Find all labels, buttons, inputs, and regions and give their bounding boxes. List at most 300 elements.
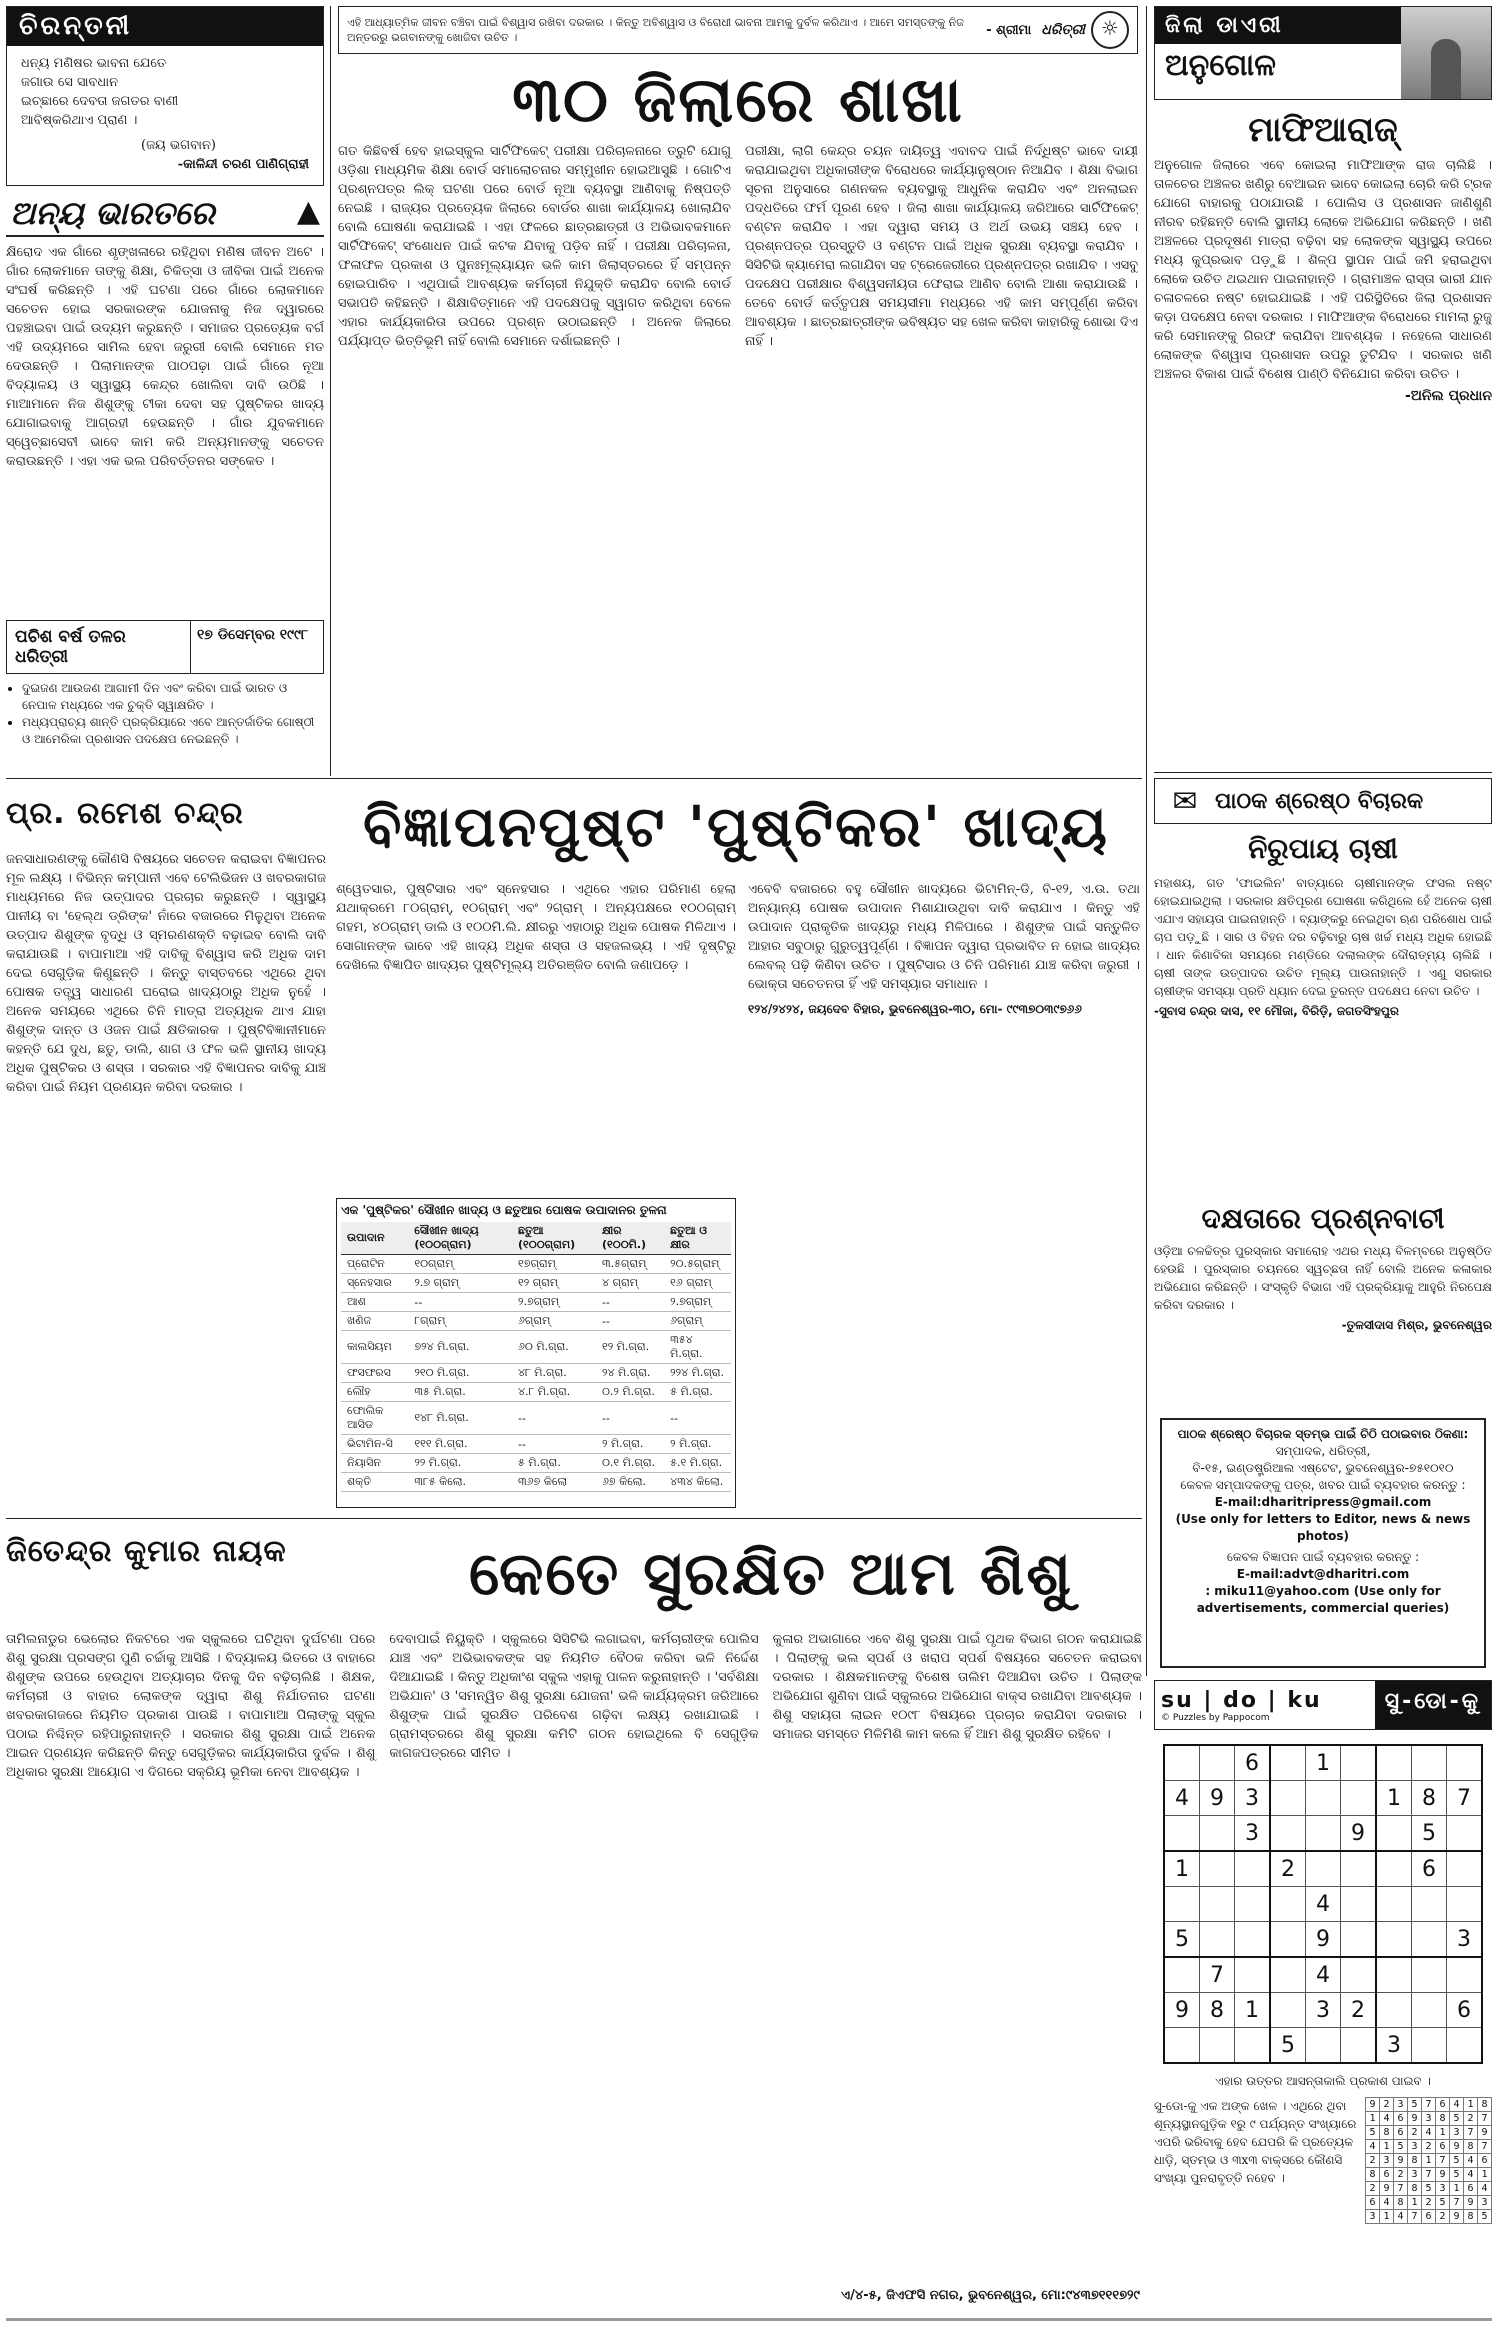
address-box — [1160, 1418, 1486, 1668]
sudoku-cell[interactable] — [1412, 1887, 1447, 1922]
district-name: ଅନୁଗୋଳ — [1165, 48, 1276, 83]
sudoku-solution-cell: 9 — [1450, 2140, 1464, 2154]
sudoku-solution-cell: 1 — [1366, 2112, 1380, 2126]
sudoku-solution-cell: 4 — [1366, 2140, 1380, 2154]
nutrition-table-cell: ୬୦ ମି.ଗ୍ରା. — [512, 1331, 596, 1364]
sudoku-solution-cell: 8 — [1436, 2112, 1450, 2126]
district-diary-label: ଜିଲା ଡାଏରୀ — [1155, 7, 1401, 44]
sudoku-cell[interactable]: 3 — [1306, 1993, 1341, 2028]
sudoku-cell[interactable] — [1270, 1993, 1306, 2028]
nutrition-table-cell: ୬ଗ୍ରାମ୍ — [664, 1312, 731, 1331]
sudoku-solution-cell: 8 — [1408, 2182, 1422, 2196]
sudoku-cell[interactable] — [1270, 1745, 1306, 1781]
address-line: ବି-୧୫, ଇଣ୍ଡଷ୍ଟ୍ରିଆଲ ଏଷ୍ଟେଟ, ଭୁବନେଶ୍ୱର-୭୫୧୦୧୦ — [1192, 1461, 1454, 1475]
sudoku-cell[interactable] — [1447, 1887, 1483, 1922]
sudoku-cell[interactable] — [1164, 1816, 1200, 1852]
sudoku-solution-cell: 9 — [1478, 2126, 1492, 2140]
sudoku-solution-cell: 6 — [1436, 2098, 1450, 2112]
nutrition-table-title: ଏକ 'ପୁଷ୍ଟିକର' ସୌଖୀନ ଖାଦ୍ୟ ଓ ଛତୁଆର ପୋଷକ ଉପାଦାନର ତୁଳନା — [341, 1203, 667, 1217]
sudoku-cell[interactable] — [1447, 1816, 1483, 1852]
editor-email-link[interactable]: E-mail:dharitripress@gmail.com — [1214, 1495, 1432, 1509]
sudoku-solution-cell: 3 — [1366, 2210, 1380, 2224]
sudoku-solution-cell: 9 — [1380, 2182, 1394, 2196]
pachisha-barsha — [6, 620, 324, 770]
sudoku-solution-cell: 2 — [1436, 2210, 1450, 2224]
sudoku-cell[interactable] — [1376, 1887, 1412, 1922]
sudoku-cell[interactable]: 2 — [1270, 1851, 1306, 1887]
sudoku-answer-note: ଏହାର ଉତ୍ତର ଆସନ୍ତାକାଲି ପ୍ରକାଶ ପାଇବ । — [1215, 2074, 1431, 2088]
sudoku-solution-cell: 1 — [1464, 2098, 1478, 2112]
sudoku-solution-cell: 8 — [1464, 2210, 1478, 2224]
sudoku-solution-cell: 5 — [1366, 2126, 1380, 2140]
nutrition-table-cell: ୨.୭ ଗ୍ରାମ୍ — [408, 1274, 512, 1293]
address-org: ସମ୍ପାଦକ, ଧରିତ୍ରୀ, — [1275, 1444, 1371, 1458]
nutrition-text: ଶ୍ୱେତସାର, ପୁଷ୍ଟିସାର ଏବଂ ସ୍ନେହସାର । ଏଥିରେ ଏହାର ପରିମାଣ ହେଲା ଯଥାକ୍ରମେ ୮୦ଗ୍ରାମ୍, ୧୦ଗ୍ରାମ୍ ଏବଂ ୨ଗ୍ରାମ୍ । ଅନ୍ୟପକ୍ଷରେ ୧୦୦ଗ୍ରାମ୍ ଗହମ, ୪୦ଗ୍ରାମ୍ ଡାଲି ଓ ୧୦୦ମି.ଲି. କ୍ଷୀରରୁ ଏହାଠାରୁ ଅଧିକ ପୋଷକ ମିଳିଥାଏ । ସୋଗାନଙ୍କ ଭାବେ ଏହି ଖାଦ୍ୟ ଅଧିକ ଶସ୍ତା ଓ ସହଜଲଭ୍ୟ । ଏହି ଦୃଷ୍ଟିରୁ ଦେଖିଲେ ବିଜ୍ଞାପିତ ଖାଦ୍ୟର ପୁଷ୍ଟିମୂଲ୍ୟ ଅତିରଞ୍ଜିତ ବୋଲି ଜଣାପଡ଼େ । — [336, 882, 736, 973]
pachisha-barsha-title: ପଚିଶ ବର୍ଷ ତଳର ଧରିତ୍ରୀ — [15, 627, 126, 667]
chirantani-box — [6, 6, 324, 186]
sudoku-solution-cell: 6 — [1422, 2210, 1436, 2224]
editor-email-note: (Use only for letters to Editor, news & news photos) — [1175, 1512, 1471, 1543]
sudoku-solution-cell: 2 — [1366, 2154, 1380, 2168]
sudoku-solution-cell: 7 — [1464, 2126, 1478, 2140]
sudoku-solution-cell: 1 — [1450, 2182, 1464, 2196]
sudoku-solution-cell: 9 — [1464, 2196, 1478, 2210]
sudoku-cell[interactable] — [1270, 1922, 1306, 1958]
sudoku-solution-cell: 5 — [1394, 2140, 1408, 2154]
address-email-line: କେବଳ ସମ୍ପାଦକଙ୍କୁ ପତ୍ର, ଖବର ପାଇଁ ବ୍ୟବହାର କରନ୍ତୁ : — [1180, 1478, 1466, 1492]
child-safety-body — [6, 1630, 1142, 2280]
anya-bharat-title — [6, 192, 324, 237]
readers-section-title: ପାଠକ ଶ୍ରେଷ୍ଠ ବିଚାରକ — [1215, 788, 1424, 814]
sudoku-cell[interactable] — [1341, 1887, 1377, 1922]
sudoku-solution-cell: 1 — [1478, 2168, 1492, 2182]
sudoku-cell[interactable]: 5 — [1164, 1922, 1200, 1958]
nutrition-table-row — [341, 1274, 731, 1293]
sudoku-solution-cell: 2 — [1422, 2196, 1436, 2210]
nutrition-table-cell: ୩୫୪ ମି.ଗ୍ରା. — [664, 1331, 731, 1364]
quote-brand: ଧରିତ୍ରୀ — [1041, 22, 1085, 38]
sudoku-solution-cell: 9 — [1366, 2098, 1380, 2112]
sudoku-solution-cell: 1 — [1408, 2196, 1422, 2210]
sudoku-cell[interactable]: 1 — [1164, 1851, 1200, 1887]
sudoku-cell[interactable]: 3 — [1235, 1816, 1271, 1852]
sudoku-cell[interactable] — [1341, 1781, 1377, 1816]
nutrition-table-cell: -- — [596, 1402, 664, 1435]
efficiency-letter — [1154, 1198, 1492, 1413]
nutrition-table-cell: ୨୦.୫ଗ୍ରାମ୍ — [664, 1255, 731, 1274]
nutrition-table-cell: ୧୪୮ ମି.ଗ୍ରା. — [408, 1402, 512, 1435]
sudoku-solution-cell: 4 — [1394, 2210, 1408, 2224]
nutrition-col2 — [336, 880, 736, 1200]
lead-headline: ୩୦ ଜିଲାରେ ଶାଖା — [512, 63, 964, 136]
sudoku-cell[interactable] — [1412, 1745, 1447, 1781]
sudoku-solution-cell: 2 — [1380, 2098, 1394, 2112]
sudoku-cell[interactable] — [1164, 2028, 1200, 2064]
sudoku-cell[interactable] — [1447, 1957, 1483, 1993]
india-map-icon: ▲ — [296, 194, 320, 229]
readers-text: ମହାଶୟ, ଗତ 'ଫାଇଲିନ' ବାତ୍ୟାରେ ଚାଷୀମାନଙ୍କ ଫସଲ ନଷ୍ଟ ହୋଇଯାଇଥିଲା । ସରକାର କ୍ଷତିପୂରଣ ଘୋଷଣା କରିଥିଲେ ହେଁ ଅନେକ ଚାଷୀ ଏଯାଏ ସହାୟତା ପାଇନାହାନ୍ତି । ବ୍ୟାଙ୍କରୁ ନେଇଥିବା ଋଣ ପରିଶୋଧ ପାଇଁ ଚାପ ପଡ଼ୁଛି । ସାର ଓ ବିହନ ଦର ବଢ଼ିବାରୁ ଚାଷ ଖର୍ଚ୍ଚ ମଧ୍ୟ ଅଧିକ ହୋଇଛି । ଧାନ କିଣାବିକା ସମୟରେ ମଣ୍ଡିରେ ଦଲାଲଙ୍କ ଦୌରାତ୍ମ୍ୟ ଚାଲିଛି । ଚାଷୀ ତାଙ୍କ ଉତ୍ପାଦର ଉଚିତ ମୂଲ୍ୟ ପାଉନାହାନ୍ତି । ଏଣୁ ସରକାର ଚାଷୀଙ୍କ ସମସ୍ୟା ପ୍ରତି ଧ୍ୟାନ ଦେଇ ତୁରନ୍ତ ପଦକ୍ଷେପ ନେବା ଉଚିତ । — [1154, 876, 1492, 998]
envelope-icon: ✉ — [1172, 783, 1198, 819]
lead-story-body — [338, 142, 1138, 772]
nutrition-table-row — [341, 1435, 731, 1454]
nutrition-table-row — [341, 1473, 731, 1492]
ad-line: କେବଳ ବିଜ୍ଞାପନ ପାଇଁ ବ୍ୟବହାର କରନ୍ତୁ : — [1226, 1550, 1420, 1564]
sudoku-solution-cell: 2 — [1366, 2182, 1380, 2196]
lead-column: ଗତ କିଛିବର୍ଷ ହେବ ହାଇସ୍କୁଲ ସାର୍ଟିଫିକେଟ୍ ପରୀକ୍ଷା ପରିଚାଳନାରେ ତ୍ରୁଟି ଯୋଗୁ ଓଡ଼ିଶା ମାଧ୍ୟମିକ ଶିକ୍ଷା ବୋର୍ଡ ସମାଲୋଚନାର ସମ୍ମୁଖୀନ ହୋଇଆସୁଛି । ଗୋଟିଏ ପ୍ରଶ୍ନପତ୍ର ଲିକ୍ ଘଟଣା ପରେ ବୋର୍ଡ ନୂଆ ବ୍ୟବସ୍ଥା ଆଣିବାକୁ ନିଷ୍ପତ୍ତି ନେଇଛି । ରାଜ୍ୟର ପ୍ରତ୍ୟେକ ଜିଲାରେ ବୋର୍ଡର ଶାଖା କାର୍ଯ୍ୟାଳୟ ଖୋଲାଯିବ ବୋଲି ଘୋଷଣା କରାଯାଇଛି । ଏହା ଫଳରେ ଛାତ୍ରଛାତ୍ରୀ ଓ ଅଭିଭାବକମାନେ ସାର୍ଟିଫିକେଟ୍ ସଂଶୋଧନ ପାଇଁ କଟକ ଯିବାକୁ ପଡ଼ିବ ନାହିଁ । ପରୀକ୍ଷା ପରିଚାଳନା, ଫଳାଫଳ ପ୍ରକାଶ ଓ ପୁନଃମୂଲ୍ୟାୟନ ଭଳି କାମ ଜିଲାସ୍ତରରେ ହିଁ ସମ୍ପନ୍ନ ହୋଇପାରିବ । ଏଥିପାଇଁ ଆବଶ୍ୟକ କର୍ମଚାରୀ ନିଯୁକ୍ତି କରାଯିବ ବୋଲି ବୋର୍ଡ ସଭାପତି କହିଛନ୍ତି । ଶିକ୍ଷାବିତ୍‌ମାନେ ଏହି ପଦକ୍ଷେପକୁ ସ୍ୱାଗତ କରିଥିବା ବେଳେ ଏହାର କାର୍ଯ୍ୟକାରିତା ଉପରେ ପ୍ରଶ୍ନ ଉଠାଇଛନ୍ତି । ଅନେକ ଜିଲାରେ ପର୍ଯ୍ୟାପ୍ତ ଭିତ୍ତିଭୂମି ନାହିଁ ବୋଲି ସେମାନେ ଦର୍ଶାଇଛନ୍ତି । — [338, 144, 731, 349]
sudoku-solution-cell: 9 — [1408, 2112, 1422, 2126]
nutrition-text: ଏବେବି ବଜାରରେ ବହୁ ସୌଖୀନ ଖାଦ୍ୟରେ ଭିଟାମିନ୍-ଡି, ବି-୧୨, ଏ.ଉ. ତଥା ଅନ୍ୟାନ୍ୟ ପୋଷକ ଉପାଦାନ ମିଶାଯାଉଥିବା ଦାବି କରାଯାଏ । କିନ୍ତୁ ଏହି ଉପାଦାନ ପ୍ରାକୃତିକ ଖାଦ୍ୟରୁ ମଧ୍ୟ ମିଳିପାରେ । ଶିଶୁଙ୍କ ପାଇଁ ସନ୍ତୁଳିତ ଆହାର ସବୁଠାରୁ ଗୁରୁତ୍ୱପୂର୍ଣ୍ଣ । ବିଜ୍ଞାପନ ଦ୍ୱାରା ପ୍ରଭାବିତ ନ ହୋଇ ଖାଦ୍ୟର ଲେବଲ୍ ପଢ଼ି କିଣିବା ଉଚିତ । ପୁଷ୍ଟିସାର ଓ ଚିନି ପରିମାଣ ଯାଞ୍ଚ କରିବା ଜରୁରୀ । ଭୋକ୍ତା ସଚେତନତା ହିଁ ଏହି ସମସ୍ୟାର ସମାଧାନ । — [748, 882, 1140, 992]
sudoku-cell[interactable] — [1447, 1745, 1483, 1781]
nutrition-col1 — [6, 850, 326, 1510]
sudoku-cell[interactable]: 6 — [1235, 1745, 1271, 1781]
nutrition-table-cell: ୭୨୪ ମି.ଗ୍ରା. — [408, 1331, 512, 1364]
chirantani-line: ଇଚ୍ଛାରେ ଦେବତା ଜଗତର ବାଣୀ — [21, 94, 179, 109]
chirantani-line: ଜଗାଉ ସେ ସାବଧାନ — [21, 75, 119, 90]
sudoku-cell[interactable]: 1 — [1376, 1781, 1412, 1816]
sudoku-cell[interactable] — [1164, 1745, 1200, 1781]
nutrition-table-cell: ଖଣିଜ — [341, 1312, 408, 1331]
sudoku-solution-cell: 2 — [1464, 2112, 1478, 2126]
nutrition-table-box — [336, 1198, 736, 1508]
nutrition-table-row — [341, 1312, 731, 1331]
sudoku-solution-cell: 7 — [1478, 2140, 1492, 2154]
nutrition-table — [341, 1222, 731, 1492]
nutrition-table-cell: ସ୍ନେହସାର — [341, 1274, 408, 1293]
sudoku-solution-cell: 2 — [1422, 2140, 1436, 2154]
sudoku-solution-cell: 9 — [1450, 2210, 1464, 2224]
efficiency-text: ଓଡ଼ିଆ ଚଳଚ୍ଚିତ୍ର ପୁରସ୍କାର ସମାରୋହ ଏଥର ମଧ୍ୟ ବିଳମ୍ବରେ ଅନୁଷ୍ଠିତ ହେଉଛି । ପୁରସ୍କାର ଚୟନରେ ସ୍ୱଚ୍ଛତା ନାହିଁ ବୋଲି ଅନେକ କଳାକାର ଅଭିଯୋଗ କରିଛନ୍ତି । ସଂସ୍କୃତି ବିଭାଗ ଏହି ପ୍ରକ୍ରିୟାକୁ ଆହୁରି ନିରପେକ୍ଷ କରିବା ଦରକାର । — [1154, 1244, 1492, 1312]
sudoku-cell[interactable] — [1306, 2028, 1341, 2064]
lead-column: ପରୀକ୍ଷା, ଲାଗି କେନ୍ଦ୍ର ଚୟନ ଦାୟିତ୍ୱ ଏବାବଦ ପାଇଁ ନିର୍ଦ୍ଧିଷ୍ଟ ଭାବେ ଦାୟୀ କରାଯାଇଥିବା ଅଧିକାରୀଙ୍କ ବିରୋଧରେ କାର୍ଯ୍ୟାନୁଷ୍ଠାନ ନିଆଯିବ । ଶିକ୍ଷା ବିଭାଗ ସୂଚନା ଅନୁସାରେ ଗଣନକଳ ବ୍ୟବସ୍ଥାକୁ ଆଧୁନିକ କରାଯିବ ଏବଂ ଅନଲାଇନ ପଦ୍ଧତିରେ ଫର୍ମ ପୂରଣ ହେବ । ଜିଲା ଶାଖା କାର୍ଯ୍ୟାଳୟ ଜରିଆରେ ସାର୍ଟିଫିକେଟ୍ ବଣ୍ଟନ କରାଯିବ । ଏହା ଦ୍ୱାରା ସମୟ ଓ ଅର୍ଥ ଉଭୟ ସଞ୍ଚୟ ହେବ । ପ୍ରଶ୍ନପତ୍ର ପ୍ରସ୍ତୁତି ଓ ବଣ୍ଟନ ପାଇଁ ଅଧିକ ସୁରକ୍ଷା ବ୍ୟବସ୍ଥା କରାଯିବ । ସିସିଟିଭି କ୍ୟାମେରା ଲଗାଯିବା ସହ ଟ୍ରେଜେରୀରେ ପ୍ରଶ୍ନପତ୍ର ରଖାଯିବ । ଏସବୁ ପଦକ୍ଷେପ ପରୀକ୍ଷାର ବିଶ୍ୱସନୀୟତା ଫେରାଇ ଆଣିବ ବୋଲି ଆଶା କରାଯାଉଛି । ତେବେ ବୋର୍ଡ କର୍ତ୍ତୃପକ୍ଷ ସମୟସୀମା ମଧ୍ୟରେ ଏହି କାମ ସମ୍ପୂର୍ଣ୍ଣ କରିବା ଆବଶ୍ୟକ । ଛାତ୍ରଛାତ୍ରୀଙ୍କ ଭବିଷ୍ୟତ ସହ ଖେଳ କରିବା କାହାରିକୁ ଶୋଭା ଦିଏ ନାହିଁ । — [745, 144, 1138, 349]
nutrition-table-cell: ୨ ମି.ଗ୍ରା. — [596, 1435, 664, 1454]
nutrition-table-cell: ୬ଗ୍ରାମ୍ — [512, 1312, 596, 1331]
nutrition-table-cell: -- — [596, 1312, 664, 1331]
sudoku-cell[interactable]: 8 — [1412, 1781, 1447, 1816]
sudoku-cell[interactable] — [1341, 1745, 1377, 1781]
sudoku-solution-cell: 7 — [1394, 2182, 1408, 2196]
nutrition-byline: ପ୍ର. ରମେଶ ଚନ୍ଦ୍ର — [6, 796, 244, 831]
anya-bharat-title-text: ଅନ୍ୟ ଭାରତରେ — [10, 194, 215, 232]
nutrition-table-cell: ୩୬୭ କିଲୋ — [512, 1473, 596, 1492]
sudoku-solution-cell: 4 — [1478, 2182, 1492, 2196]
district-text: ଅନୁଗୋଳ ଜିଲାରେ ଏବେ କୋଇଲା ମାଫିଆଙ୍କ ରାଜ ଚାଲିଛି । ତାଳଚେର ଅଞ୍ଚଳର ଖଣିରୁ ବେଆଇନ ଭାବେ କୋଇଲା ଚୋରି କରି ଟ୍ରକ ଯୋଗେ ବାହାରକୁ ପଠାଯାଉଛି । ପୋଲିସ ଓ ପ୍ରଶାସନ ଜାଣିଶୁଣି ନୀରବ ରହିଛନ୍ତି ବୋଲି ସ୍ଥାନୀୟ ଲୋକେ ଅଭିଯୋଗ କରିଛନ୍ତି । ଖଣି ଅଞ୍ଚଳରେ ପ୍ରଦୂଷଣ ମାତ୍ରା ବଢ଼ିବା ସହ ଲୋକଙ୍କ ସ୍ୱାସ୍ଥ୍ୟ ଉପରେ ମଧ୍ୟ କୁପ୍ରଭାବ ପଡ଼ୁଛି । ଶିଳ୍ପ ସ୍ଥାପନ ପାଇଁ ଜମି ହରାଇଥିବା ଲୋକେ ଉଚିତ ଥଇଥାନ ପାଇନାହାନ୍ତି । ଗ୍ରାମାଞ୍ଚଳ ରାସ୍ତା ଭାରୀ ଯାନ ଚଳାଚଳରେ ନଷ୍ଟ ହୋଇଯାଇଛି । ଏହି ପରିସ୍ଥିତିରେ ଜିଲା ପ୍ରଶାସନ କଡ଼ା ପଦକ୍ଷେପ ନେବା ଦରକାର । ମାଫିଆଙ୍କ ବିରୋଧରେ ମାମଲା ରୁଜୁ କରି ସେମାନଙ୍କୁ ଗିରଫ କରାଯିବା ଆବଶ୍ୟକ । ନହେଲେ ସାଧାରଣ ଲୋକଙ୍କ ବିଶ୍ୱାସ ପ୍ରଶାସନ ଉପରୁ ତୁଟିଯିବ । ସରକାର ଖଣି ଅଞ୍ଚଳର ବିକାଶ ପାଇଁ ବିଶେଷ ପାଣ୍ଠି ବିନିଯୋଗ କରିବା ଉଚିତ । — [1154, 158, 1492, 382]
nutrition-table-row — [341, 1402, 731, 1435]
nutrition-table-cell: ୧୨ ମି.ଗ୍ରା. — [596, 1331, 664, 1364]
sudoku-solution-cell: 7 — [1436, 2154, 1450, 2168]
address-heading: ପାଠକ ଶ୍ରେଷ୍ଠ ବିଚାରକ ସ୍ତମ୍ଭ ପାଇଁ ଚିଠି ପଠାଇବାର ଠିକଣା: — [1177, 1427, 1469, 1441]
nutrition-table-cell: ଶକ୍ତି — [341, 1473, 408, 1492]
sudoku-solution-cell: 6 — [1380, 2168, 1394, 2182]
sudoku-solution-cell: 8 — [1394, 2196, 1408, 2210]
sudoku-cell[interactable]: 7 — [1447, 1781, 1483, 1816]
nutrition-table-cell: ୨.୭ଗ୍ରାମ୍ — [512, 1293, 596, 1312]
sudoku-solution-cell: 7 — [1422, 2098, 1436, 2112]
anya-bharat — [6, 192, 324, 612]
sudoku-cell[interactable]: 5 — [1270, 2028, 1306, 2064]
sudoku-solution-cell: 4 — [1464, 2168, 1478, 2182]
sudoku-cell[interactable] — [1200, 1887, 1235, 1922]
sudoku-solution-cell: 1 — [1422, 2154, 1436, 2168]
sudoku-cell[interactable]: 9 — [1341, 1816, 1377, 1852]
nutrition-headline: ବିଜ୍ଞାପନପୁଷ୍ଟ 'ପୁଷ୍ଟିକର' ଖାଦ୍ୟ — [363, 795, 1109, 860]
sudoku-cell[interactable] — [1341, 2028, 1377, 2064]
anya-bharat-text: କ୍ଷିରୋଦ ଏକ ଗାଁରେ ଶୃଙ୍ଖଳାରେ ରହିଥିବା ମଣିଷ ଜୀବନ ଅଟେ । ଗାଁର ଲୋକମାନେ ତାଙ୍କୁ ଶିକ୍ଷା, ଚିକିତ୍ସା ଓ ଜୀବିକା ପାଇଁ ଅନେକ ସଂଘର୍ଷ କରିଛନ୍ତି । ଏହି ଘଟଣା ପରେ ଗାଁରେ ଲୋକମାନେ ସଚେତନ ହୋଇ ସରକାରଙ୍କ ଯୋଜନାକୁ ନିଜ ଦ୍ୱାରରେ ପହଞ୍ଚାଇବା ପାଇଁ ଉଦ୍ୟମ କରୁଛନ୍ତି । ସମାଜର ପ୍ରତ୍ୟେକ ବର୍ଗ ଏହି ଉଦ୍ୟମରେ ସାମିଲ ହେବା ଜରୁରୀ ବୋଲି ସେମାନେ ମତ ଦେଉଛନ୍ତି । ପିଲାମାନଙ୍କ ପାଠପଢ଼ା ପାଇଁ ଗାଁରେ ନୂଆ ବିଦ୍ୟାଳୟ ଓ ସ୍ୱାସ୍ଥ୍ୟ କେନ୍ଦ୍ର ଖୋଲିବା ଦାବି ଉଠିଛି । ମାଆମାନେ ନିଜ ଶିଶୁଙ୍କୁ ଟୀକା ଦେବା ସହ ପୁଷ୍ଟିକର ଖାଦ୍ୟ ଯୋଗାଇବାକୁ ଆଗ୍ରହୀ ହେଉଛନ୍ତି । ଗାଁର ଯୁବକମାନେ ସ୍ୱେଚ୍ଛାସେବୀ ଭାବେ କାମ କରି ଅନ୍ୟମାନଙ୍କୁ ସଚେତନ କରାଉଛନ୍ତି । ଏହା ଏକ ଭଲ ପରିବର୍ତ୍ତନର ସଙ୍କେତ । — [6, 245, 324, 469]
sudoku-cell[interactable] — [1412, 2028, 1447, 2064]
nutrition-table-cell: ୮ଗ୍ରାମ୍ — [408, 1312, 512, 1331]
sudoku-cell[interactable] — [1376, 1922, 1412, 1958]
sudoku-cell[interactable]: 3 — [1447, 1922, 1483, 1958]
sudoku-solution-grid — [1365, 2097, 1492, 2224]
efficiency-author: -ତୁଳସୀଦାସ ମିଶ୍ର, ଭୁବନେଶ୍ୱର — [1341, 1318, 1492, 1332]
sudoku-cell[interactable]: 3 — [1235, 1781, 1271, 1816]
sudoku-solution-cell: 7 — [1408, 2210, 1422, 2224]
chirantani-line: ଧନ୍ୟ ମଣିଷର ଭାବନା ଯେତେ — [21, 56, 167, 71]
sudoku-cell[interactable]: 9 — [1200, 1781, 1235, 1816]
sudoku-cell[interactable] — [1376, 1957, 1412, 1993]
sudoku-cell[interactable] — [1376, 1745, 1412, 1781]
nutrition-table-cell: ୩୫ ମି.ଗ୍ରା. — [408, 1383, 512, 1402]
chirantani-source: (ଜୟ ଭଗବାନ) — [141, 138, 216, 153]
sudoku-solution-cell: 8 — [1478, 2098, 1492, 2112]
sun-emblem-icon: ☼ — [1091, 11, 1129, 49]
quote-text: ଏହି ଆଧ୍ୟାତ୍ମିକ ଜୀବନ ବଞ୍ଚିବା ପାଇଁ ବିଶ୍ୱାସ ରଖିବା ଦରକାର । କିନ୍ତୁ ଅବିଶ୍ୱାସ ଓ ବିରୋଧୀ ଭାବନା ଆମକୁ ଦୁର୍ବଳ କରିଥାଏ । ଆମେ ସମସ୍ତଙ୍କୁ ନିଜ ଅନ୍ତରରୁ ଭଗବାନଙ୍କୁ ଖୋଜିବା ଉଚିତ । — [347, 16, 964, 44]
child-safety-headline: କେତେ ସୁରକ୍ଷିତ ଆମ ଶିଶୁ — [468, 1539, 1073, 1609]
district-author: -ଅନିଲ ପ୍ରଧାନ — [1405, 388, 1492, 404]
sudoku-cell[interactable]: 7 — [1200, 1957, 1235, 1993]
nutrition-table-cell: ୪୩୪ କିଲୋ. — [664, 1473, 731, 1492]
sudoku-rules: ସୁ-ଡୋ-କୁ ଏକ ଅଙ୍କ ଖେଳ । ଏଥିରେ ଥିବା ଶୂନ୍ୟସ୍ଥାନଗୁଡ଼ିକ ୧ରୁ ୯ ପର୍ଯ୍ୟନ୍ତ ସଂଖ୍ୟାରେ ଏପରି ଭରିବାକୁ ହେବ ଯେପରି କି ପ୍ରତ୍ୟେକ ଧାଡ଼ି, ସ୍ତମ୍ଭ ଓ ୩x୩ ବାକ୍ସରେ କୌଣସି ସଂଖ୍ୟା ପୁନରାବୃତ୍ତି ନହେବ । — [1154, 2099, 1357, 2185]
nutrition-table-cell: -- — [596, 1293, 664, 1312]
sudoku-solution-cell: 6 — [1436, 2140, 1450, 2154]
readers-headline: ନିରୁପାୟ ଚାଷୀ — [1248, 832, 1398, 865]
sudoku-solution-cell: 1 — [1380, 2210, 1394, 2224]
sudoku-cell[interactable] — [1164, 1957, 1200, 1993]
nutrition-table-cell: ୨୨ ମି.ଗ୍ରା. — [408, 1454, 512, 1473]
nutrition-table-cell: -- — [408, 1293, 512, 1312]
quote-box — [338, 6, 1138, 54]
sudoku-cell[interactable]: 9 — [1306, 1922, 1341, 1958]
sudoku-cell[interactable] — [1270, 1816, 1306, 1852]
nutrition-table-cell: ଭିଟାମିନ-ସି — [341, 1435, 408, 1454]
ad-email-link-2[interactable]: : miku11@yahoo.com (Use only for advertisements, commercial queries) — [1196, 1584, 1450, 1615]
sudoku-solution-cell: 5 — [1450, 2112, 1464, 2126]
sudoku-solution-cell: 6 — [1394, 2126, 1408, 2140]
ad-email-link[interactable]: E-mail:advt@dharitri.com — [1236, 1567, 1410, 1581]
sudoku-cell[interactable]: 4 — [1306, 1957, 1341, 1993]
sudoku-solution-cell: 3 — [1394, 2098, 1408, 2112]
sudoku-solution-cell: 3 — [1408, 2140, 1422, 2154]
nutrition-table-header: କ୍ଷୀର (୧୦୦ମି.) — [596, 1222, 664, 1255]
nutrition-table-row — [341, 1255, 731, 1274]
nutrition-table-cell: ଫୋଲିକ ଆସିଡ — [341, 1402, 408, 1435]
sudoku-solution-cell: 1 — [1380, 2140, 1394, 2154]
sudoku-solution-cell: 7 — [1478, 2112, 1492, 2126]
sudoku-cell[interactable] — [1376, 1816, 1412, 1852]
nutrition-table-cell: ୪.୮ ମି.ଗ୍ରା. — [512, 1383, 596, 1402]
nutrition-table-cell: କାଲସିୟମ — [341, 1331, 408, 1364]
sudoku-cell[interactable]: 5 — [1412, 1816, 1447, 1852]
sudoku-cell[interactable] — [1164, 1887, 1200, 1922]
nutrition-table-cell: ୨୨୪ ମି.ଗ୍ରା. — [664, 1364, 731, 1383]
sudoku-solution-cell: 5 — [1450, 2154, 1464, 2168]
sudoku-solution-cell: 8 — [1408, 2154, 1422, 2168]
nutrition-table-cell: ୧୧୧ ମି.ଗ୍ରା. — [408, 1435, 512, 1454]
sudoku-cell[interactable] — [1341, 1957, 1377, 1993]
nutrition-table-cell: -- — [512, 1435, 596, 1454]
nutrition-table-header: ଛତୁଆ ଓ କ୍ଷୀର — [664, 1222, 731, 1255]
nutrition-table-cell: ୪ ଗ୍ରାମ୍ — [596, 1274, 664, 1293]
sudoku-cell[interactable] — [1341, 1851, 1377, 1887]
nutrition-table-cell: -- — [512, 1402, 596, 1435]
sudoku-cell[interactable]: 6 — [1447, 1993, 1483, 2028]
sudoku-cell[interactable] — [1200, 1816, 1235, 1852]
nutrition-table-header: ଉପାଦାନ — [341, 1222, 408, 1255]
sudoku-solution-cell: 4 — [1464, 2154, 1478, 2168]
nutrition-table-cell: ୨.୭ଗ୍ରାମ୍ — [664, 1293, 731, 1312]
sudoku-cell[interactable] — [1341, 1922, 1377, 1958]
pachisha-barsha-date: ୧୭ ଡିସେମ୍ବର ୧୯୯୮ — [190, 621, 323, 673]
nutrition-table-cell: ୫ ମି.ଗ୍ରା. — [512, 1454, 596, 1473]
pachisha-bullet: • ଦୁଇଜଣ ଆଉଜଣ ଆଗାମୀ ଦିନ ଏବଂ କରିବା ପାଇଁ ଭାରତ ଓ ନେପାଳ ମଧ୍ୟରେ ଏକ ଚୁକ୍ତି ସ୍ୱାକ୍ଷରିତ । — [22, 680, 324, 714]
sudoku-solution-cell: 4 — [1380, 2112, 1394, 2126]
sudoku-solution-cell: 5 — [1408, 2098, 1422, 2112]
sudoku-solution-cell: 3 — [1450, 2126, 1464, 2140]
nutrition-table-row — [341, 1454, 731, 1473]
child-safety-column: ତାମିଲନାଡୁର ଭେଲୋର ନିକଟରେ ଏକ ସ୍କୁଲରେ ଘଟିଥିବା ଦୁର୍ଘଟଣା ପରେ ଶିଶୁ ସୁରକ୍ଷା ପ୍ରସଙ୍ଗ ପୁଣି ଚର୍ଚ୍ଚାକୁ ଆସିଛି । ବିଦ୍ୟାଳୟ ଭିତରେ ଓ ବାହାରେ ଶିଶୁଙ୍କ ଉପରେ ହେଉଥିବା ଅତ୍ୟାଚାର ଦିନକୁ ଦିନ ବଢ଼ିଚାଲିଛି । ଶିକ୍ଷକ, କର୍ମଚାରୀ ଓ ବାହାର ଲୋକଙ୍କ ଦ୍ୱାରା ଶିଶୁ ନିର୍ଯାତନାର ଘଟଣା ଖବରକାଗଜରେ ନିୟମିତ ପ୍ରକାଶ ପାଉଛି । ବାପାମାଆ ପିଲାଙ୍କୁ ସ୍କୁଲ ପଠାଇ ନିଶ୍ଚିନ୍ତ ରହିପାରୁନାହାନ୍ତି । ସରକାର ଶିଶୁ ସୁରକ୍ଷା ପାଇଁ ଅନେକ ଆଇନ ପ୍ରଣୟନ କରିଛନ୍ତି କିନ୍ତୁ ସେଗୁଡ଼ିକର କାର୍ଯ୍ୟକାରିତା ଦୁର୍ବଳ । ଶିଶୁ ଅଧିକାର ସୁରକ୍ଷା ଆୟୋଗ ଏ ଦିଗରେ ସକ୍ରିୟ ଭୂମିକା ନେବା ଆବଶ୍ୟକ । — [6, 1632, 376, 1780]
sudoku-solution-cell: 4 — [1380, 2196, 1394, 2210]
sudoku-cell[interactable] — [1412, 1922, 1447, 1958]
sudoku-brand: su | do | ku — [1161, 1687, 1322, 1713]
sudoku-solution-cell: 6 — [1394, 2112, 1408, 2126]
child-safety-column: କୁଳାର ଅଭାଗାରେ ଏବେ ଶିଶୁ ସୁରକ୍ଷା ପାଇଁ ପୃଥକ ବିଭାଗ ଗଠନ କରାଯାଇଛି । ପିଲାଙ୍କୁ ଭଲ ସ୍ପର୍ଶ ଓ ଖରାପ ସ୍ପର୍ଶ ବିଷୟରେ ସଚେତନ କରାଇବା ଦରକାର । ଶିକ୍ଷକମାନଙ୍କୁ ବିଶେଷ ତାଲିମ ଦିଆଯିବା ଉଚିତ । ପିଲାଙ୍କ ଅଭିଯୋଗ ଶୁଣିବା ପାଇଁ ସ୍କୁଲରେ ଅଭିଯୋଗ ବାକ୍ସ ରଖାଯିବା ଆବଶ୍ୟକ । ଶିଶୁ ସହାୟତା ଲାଇନ ୧୦୯୮ ବିଷୟରେ ପ୍ରଚାର କରାଯିବା ଦରକାର । ସମାଜର ସମସ୍ତେ ମିଳିମିଶି କାମ କଲେ ହିଁ ଆମ ଶିଶୁ ସୁରକ୍ଷିତ ରହିବେ । — [772, 1632, 1142, 1742]
temple-photo — [1401, 7, 1491, 99]
sudoku-cell[interactable] — [1235, 1922, 1271, 1958]
sudoku-solution-cell: 8 — [1380, 2126, 1394, 2140]
readers-author: -ସୁବାସ ଚନ୍ଦ୍ର ଦାସ, ୧୧ ମୌଜା, ବିରିଡ଼ି, ଜଗତସିଂହପୁର — [1154, 1004, 1399, 1018]
sudoku-solution-cell: 9 — [1394, 2154, 1408, 2168]
nutrition-text: ଜନସାଧାରଣଙ୍କୁ କୌଣସି ବିଷୟରେ ସଚେତନ କରାଇବା ବିଜ୍ଞାପନର ମୂଳ ଲକ୍ଷ୍ୟ । ବିଭିନ୍ନ କମ୍ପାନୀ ଏବେ ଟେଲିଭିଜନ ଓ ଖବରକାଗଜ ମାଧ୍ୟମରେ ନିଜ ଉତ୍ପାଦର ପ୍ରଚାର କରୁଛନ୍ତି । ସ୍ୱାସ୍ଥ୍ୟ ପାନୀୟ ବା 'ହେଲ୍‌ଥ ଡ୍ରିଙ୍କ' ନାଁରେ ବଜାରରେ ମିଳୁଥିବା ଅନେକ ଉତ୍ପାଦ ଶିଶୁଙ୍କ ବୃଦ୍ଧି ଓ ସ୍ମରଣଶକ୍ତି ବଢ଼ାଇବ ବୋଲି ଦାବି କରାଯାଉଛି । ବାପାମାଆ ଏହି ଦାବିକୁ ବିଶ୍ୱାସ କରି ଅଧିକ ଦାମ ଦେଇ ସେଗୁଡ଼ିକ କିଣୁଛନ୍ତି । କିନ୍ତୁ ବାସ୍ତବରେ ଏଥିରେ ଥିବା ପୋଷକ ତତ୍ତ୍ୱ ସାଧାରଣ ଘରୋଇ ଖାଦ୍ୟଠାରୁ ଅଧିକ ନୁହେଁ । ଅନେକ ସମୟରେ ଏଥିରେ ଚିନି ମାତ୍ରା ଅତ୍ୟଧିକ ଥାଏ ଯାହା ଶିଶୁଙ୍କ ଦାନ୍ତ ଓ ଓଜନ ପାଇଁ କ୍ଷତିକାରକ । ପୁଷ୍ଟିବିଜ୍ଞାନୀମାନେ କହନ୍ତି ଯେ ଦୁଧ, ଛତୁ, ଡାଲି, ଶାଗ ଓ ଫଳ ଭଳି ସ୍ଥାନୀୟ ଖାଦ୍ୟ ଅଧିକ ପୁଷ୍ଟିକର ଓ ଶସ୍ତା । ସରକାର ଏହି ବିଜ୍ଞାପନର ଦାବିକୁ ଯାଞ୍ଚ କରିବା ପାଇଁ ନିୟମ ପ୍ରଣୟନ କରିବା ଦରକାର । — [6, 852, 326, 1095]
nutrition-table-cell: ୧୨ ଗ୍ରାମ୍ — [512, 1274, 596, 1293]
chirantani-line: ଆବିଷ୍କରିଥାଏ ପ୍ରାଣ । — [21, 113, 138, 128]
sudoku-solution-cell: 9 — [1436, 2168, 1450, 2182]
sudoku-cell[interactable] — [1270, 1887, 1306, 1922]
sudoku-solution-cell: 5 — [1450, 2168, 1464, 2182]
nutrition-table-cell: ୧୬ ଗ୍ରାମ୍ — [664, 1274, 731, 1293]
sudoku-grid[interactable] — [1163, 1744, 1483, 2064]
sudoku-cell[interactable]: 2 — [1341, 1993, 1377, 2028]
nutrition-table-cell: ୫ ମି.ଗ୍ରା. — [664, 1383, 731, 1402]
sudoku-cell[interactable] — [1270, 1957, 1306, 1993]
sudoku-cell[interactable] — [1306, 1816, 1341, 1852]
sudoku-cell[interactable] — [1412, 1993, 1447, 2028]
sudoku-credit: © Puzzles by Pappocom — [1161, 1712, 1270, 1723]
sudoku-cell[interactable] — [1235, 1887, 1271, 1922]
child-safety-author-footer: ଏ/୪-୫, ଜିଏଫସି ନଗର, ଭୁବନେଶ୍ୱର, ମୋ:୯୪୩୭୧୧୧୭୨୯ — [840, 2288, 1140, 2303]
nutrition-table-row — [341, 1293, 731, 1312]
sudoku-panel — [1154, 1680, 1492, 2330]
sudoku-cell[interactable] — [1306, 1781, 1341, 1816]
nutrition-table-cell: ୧୭ଗ୍ରାମ୍ — [512, 1255, 596, 1274]
sudoku-cell[interactable] — [1376, 1851, 1412, 1887]
nutrition-col3 — [748, 880, 1140, 1510]
sudoku-solution-cell: 4 — [1422, 2126, 1436, 2140]
sudoku-cell[interactable] — [1447, 1851, 1483, 1887]
sudoku-solution-cell: 3 — [1478, 2196, 1492, 2210]
child-safety-byline: ଜିତେନ୍ଦ୍ର କୁମାର ନାୟକ — [6, 1534, 287, 1569]
sudoku-cell[interactable] — [1235, 1851, 1271, 1887]
sudoku-cell[interactable] — [1235, 1957, 1271, 1993]
sudoku-cell[interactable] — [1200, 2028, 1235, 2064]
nutrition-table-cell: ୦.୨ ମି.ଗ୍ରା. — [596, 1383, 664, 1402]
readers-letter — [1154, 778, 1492, 1198]
sudoku-solution-cell: 1 — [1436, 2126, 1450, 2140]
sudoku-cell[interactable] — [1200, 1851, 1235, 1887]
chirantani-author: -କାଳିନ୍ଦୀ ଚରଣ ପାଣିଗ୍ରାହୀ — [177, 157, 309, 172]
quote-author: - ଶ୍ରୀମା — [986, 22, 1032, 38]
sudoku-solution-cell: 8 — [1366, 2168, 1380, 2182]
nutrition-table-cell: ନିୟାସିନ — [341, 1454, 408, 1473]
sudoku-cell[interactable]: 6 — [1412, 1851, 1447, 1887]
chirantani-title: ଚିରନ୍ତନୀ — [7, 7, 323, 46]
sudoku-cell[interactable] — [1270, 1781, 1306, 1816]
sudoku-cell[interactable] — [1447, 2028, 1483, 2064]
sudoku-solution-cell: 6 — [1478, 2154, 1492, 2168]
sudoku-cell[interactable]: 1 — [1306, 1745, 1341, 1781]
sudoku-cell[interactable] — [1235, 2028, 1271, 2064]
sudoku-cell[interactable]: 3 — [1376, 2028, 1412, 2064]
sudoku-solution-cell: 6 — [1464, 2182, 1478, 2196]
nutrition-table-cell: ୨ ମି.ଗ୍ରା. — [664, 1435, 731, 1454]
sudoku-solution-cell: 3 — [1436, 2182, 1450, 2196]
sudoku-solution-cell: 5 — [1422, 2182, 1436, 2196]
nutrition-author-footer: ୧୨୪/୨୪୨୪, ଜୟଦେବ ବିହାର, ଭୁବନେଶ୍ୱର-୩୦, ମୋ- ୯୯୩୭୦୩୯୭୬୬ — [748, 1002, 1082, 1016]
sudoku-cell[interactable]: 1 — [1235, 1993, 1271, 2028]
sudoku-brand-odia: ସୁ-ଡୋ-କୁ — [1375, 1681, 1491, 1729]
sudoku-cell[interactable] — [1200, 1922, 1235, 1958]
sudoku-cell[interactable] — [1412, 1957, 1447, 1993]
pachisha-bullet: • ମଧ୍ୟପ୍ରାଚ୍ୟ ଶାନ୍ତି ପ୍ରକ୍ରିୟାରେ ଏବେ ଆନ୍ତର୍ଜାତିକ ଗୋଷ୍ଠୀ ଓ ଆମେରିକା ପ୍ରଶାସନ ପଦକ୍ଷେପ ନେଇଛନ୍ତି । — [22, 714, 324, 748]
sudoku-solution-cell: 2 — [1394, 2168, 1408, 2182]
sudoku-cell[interactable]: 8 — [1200, 1993, 1235, 2028]
sudoku-solution-cell: 6 — [1366, 2196, 1380, 2210]
sudoku-solution-cell: 7 — [1450, 2196, 1464, 2210]
nutrition-table-cell: ଆଶ — [341, 1293, 408, 1312]
nutrition-table-header: ସୌଖୀନ ଖାଦ୍ୟ (୧୦୦ଗ୍ରାମ) — [408, 1222, 512, 1255]
sudoku-solution-cell: 3 — [1408, 2168, 1422, 2182]
nutrition-table-row — [341, 1364, 731, 1383]
sudoku-cell[interactable] — [1306, 1851, 1341, 1887]
sudoku-cell[interactable] — [1376, 1993, 1412, 2028]
sudoku-solution-cell: 7 — [1422, 2168, 1436, 2182]
nutrition-table-cell: ଫସଫରସ — [341, 1364, 408, 1383]
sudoku-solution-cell: 2 — [1408, 2126, 1422, 2140]
sudoku-cell[interactable]: 9 — [1164, 1993, 1200, 2028]
sudoku-cell[interactable]: 4 — [1306, 1887, 1341, 1922]
nutrition-table-cell: -- — [664, 1402, 731, 1435]
sudoku-solution-cell: 5 — [1478, 2210, 1492, 2224]
nutrition-table-row — [341, 1331, 731, 1364]
sudoku-cell[interactable]: 4 — [1164, 1781, 1200, 1816]
district-diary — [1154, 6, 1492, 766]
sudoku-solution-cell: 4 — [1450, 2098, 1464, 2112]
nutrition-table-cell: ପ୍ରୋଟିନ — [341, 1255, 408, 1274]
sudoku-cell[interactable] — [1200, 1745, 1235, 1781]
nutrition-table-cell: ୨୧୦ ମି.ଗ୍ରା. — [408, 1364, 512, 1383]
nutrition-table-cell: ୪୮ ମି.ଗ୍ରା. — [512, 1364, 596, 1383]
nutrition-table-cell: ୧୦ଗ୍ରାମ୍ — [408, 1255, 512, 1274]
nutrition-table-header: ଛତୁଆ (୧୦୦ଗ୍ରାମ) — [512, 1222, 596, 1255]
nutrition-table-cell: ୦.୧ ମି.ଗ୍ରା. — [596, 1454, 664, 1473]
